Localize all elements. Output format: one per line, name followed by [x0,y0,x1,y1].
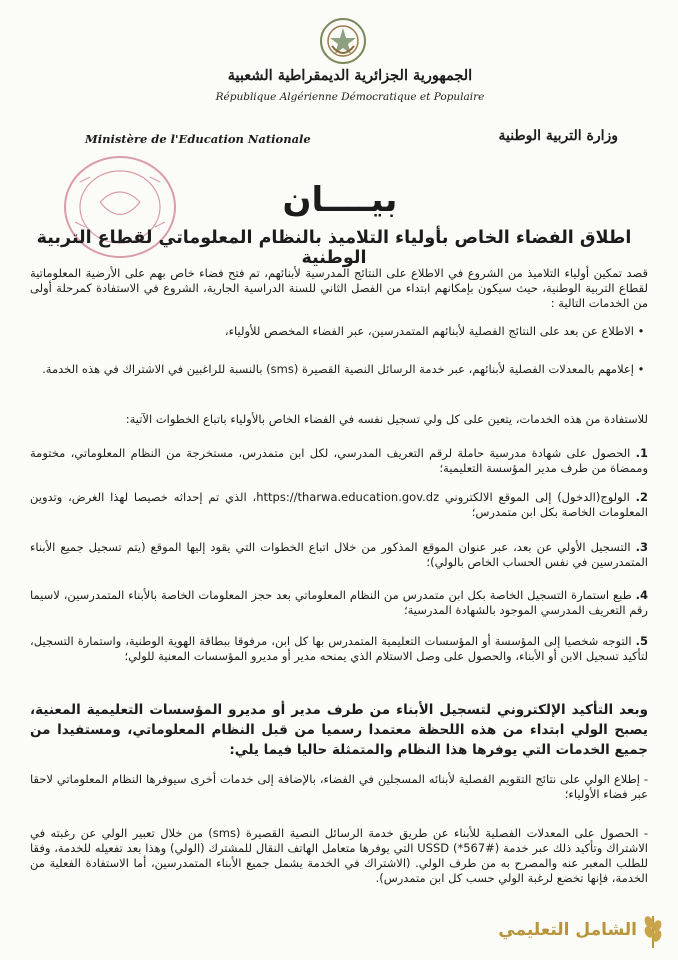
ministry-arabic: وزارة التربية الوطنية [498,128,618,144]
service-text: إعلامهم بالمعدلات الفصلية لأبنائهم، عبر خدمة الرسائل النصية القصيرة (sms) بالنسبة للراغبين في الاشتراك في هذه الخدمة. [42,362,634,376]
step-text: طبع استمارة التسجيل الخاصة بكل ابن متمدرس من النظام المعلوماتي بعد حجز المعلومات الخاصة بالأبناء المتمدرسين، لاسيما رقم التعريف المدرسي الموجود بالشهادة المدرسية؛ [30,588,648,617]
step-text: التسجيل الأولي عن بعد، عبر عنوان الموقع المذكور من خلال اتباع الخطوات التي يقود إليها الموقع (يتم تسجيل جميع الأبناء المتمدرسين في نفس الحساب الخاص بالولي)؛ [30,540,648,569]
step-item [30,588,648,618]
service-text: الاطلاع عن بعد على النتائج الفصلية لأبنائهم المتمدرسين، عبر الفضاء المخصص للأولياء، [224,324,634,338]
confirmation-paragraph: وبعد التأكيد الإلكتروني لتسجيل الأبناء من طرف مدير أو مديرو المؤسسات التعليمية المعنية، يصبح الولي ابتداء من هذه اللحظة معتمدا رسميا من قبل النظام المعلوماتي، ومستفيدا من جميع الخدمات التي يوفرها هذا النظام والمتمثلة حاليا فيما يلي: [30,702,648,758]
ministry-french: Ministère de l'Education Nationale [85,132,311,146]
republic-french: République Algérienne Démocratique et Populaire [215,91,485,103]
page-subtitle: اطلاق الفضاء الخاص بأولياء التلاميذ بالنظام المعلوماتي لقطاع التربية الوطنية [36,228,632,268]
step-number: 1. [635,446,649,460]
wheat-icon [641,910,665,950]
page-title: بيــــان [282,180,398,220]
step-item [30,490,648,520]
step-item [30,540,648,570]
intro-paragraph: قصد تمكين أولياء التلاميذ من الشروع في الاطلاع على النتائج المدرسية لأبنائهم، تم فتح فضاء خاص بهم على الأرضية المعلوماتية لقطاع التربية الوطنية، حيث سيكون بإمكانهم ابتداء من الفصل الثاني للسنة الدراسية الجارية، الشروع في الاستفادة كمرحلة أولى من الخدمات التالية : [30,266,648,310]
benefit-item: - إطلاع الولي على نتائج التقويم الفصلية لأبنائه المسجلين في الفضاء، بالإضافة إلى خدمات أخرى سيوفرها النظام المعلوماتي لاحقا عبر فضاء الأولياء؛ [30,772,648,801]
step-number: 4. [635,588,649,602]
benefit-item: - الحصول على المعدلات الفصلية للأبناء عن طريق خدمة الرسائل النصية القصيرة (sms) من خلال تعبير الولي عن رغبته في الاشتراك وتأكيد ذلك عبر خدمة USSD (*567#) التي يوفرها متعامل الهاتف النقال للمشترك (الولي) وهذا بعد تفعيله للخدمة، وفقا للطلب المعبر عنه والمصرح به من طرف الولي. (الاشتراك في الخدمة يشمل جميع الأبناء المتمدرسين، أما الاستفادة الفعلية من الخدمة، فإنها تخضع لرغبة الولي حسب كل ابن متمدرس). [30,826,649,885]
steps-intro: للاستفادة من هذه الخدمات، يتعين على كل ولي تسجيل نفسه في الفضاء الخاص بالأولياء باتباع الخطوات الآتية: [125,412,648,426]
site-watermark-logo [495,910,665,954]
step-item [30,634,648,664]
service-item: •إعلامهم بالمعدلات الفصلية لأبنائهم، عبر خدمة الرسائل النصية القصيرة (sms) بالنسبة للراغبين في الاشتراك في هذه الخدمة. [42,362,645,376]
step-number: 2. [635,490,648,504]
step-item [30,446,648,476]
step-number: 5. [635,634,648,648]
step-text: الحصول على شهادة مدرسية حاملة لرقم التعريف المدرسي، لكل ابن متمدرس، مستخرجة من النظام المعلوماتي، مختومة وممضاة من طرف مدير المؤسسة التعليمية؛ [30,446,648,475]
service-item: •الاطلاع عن بعد على النتائج الفصلية لأبنائهم المتمدرسين، عبر الفضاء المخصص للأولياء، [224,324,645,338]
watermark-text: الشامل التعليمي [498,920,637,940]
step-number: 3. [635,540,648,554]
step-text: الولوج(الدخول) إلى الموقع الالكتروني https://tharwa.education.gov.dz، الذي تم إحداثه خصيصا لهذا الغرض، وتدوين المعلومات الخاصة بكل ابن متمدرس؛ [30,490,648,519]
republic-arabic: الجمهورية الجزائرية الديمقراطية الشعبية [227,67,473,84]
state-emblem [318,16,368,66]
step-text: التوجه شخصيا إلى المؤسسة أو المؤسسات التعليمية المتمدرس بها كل ابن، مرفوقا ببطاقة الهوية الوطنية، واستمارة التسجيل، لتأكيد تسجيل الابن أو الأبناء، والحصول على وصل الاستلام الذي يمنحه مدير أو مديرو المؤسسات المعنية للولي؛ [30,634,648,663]
